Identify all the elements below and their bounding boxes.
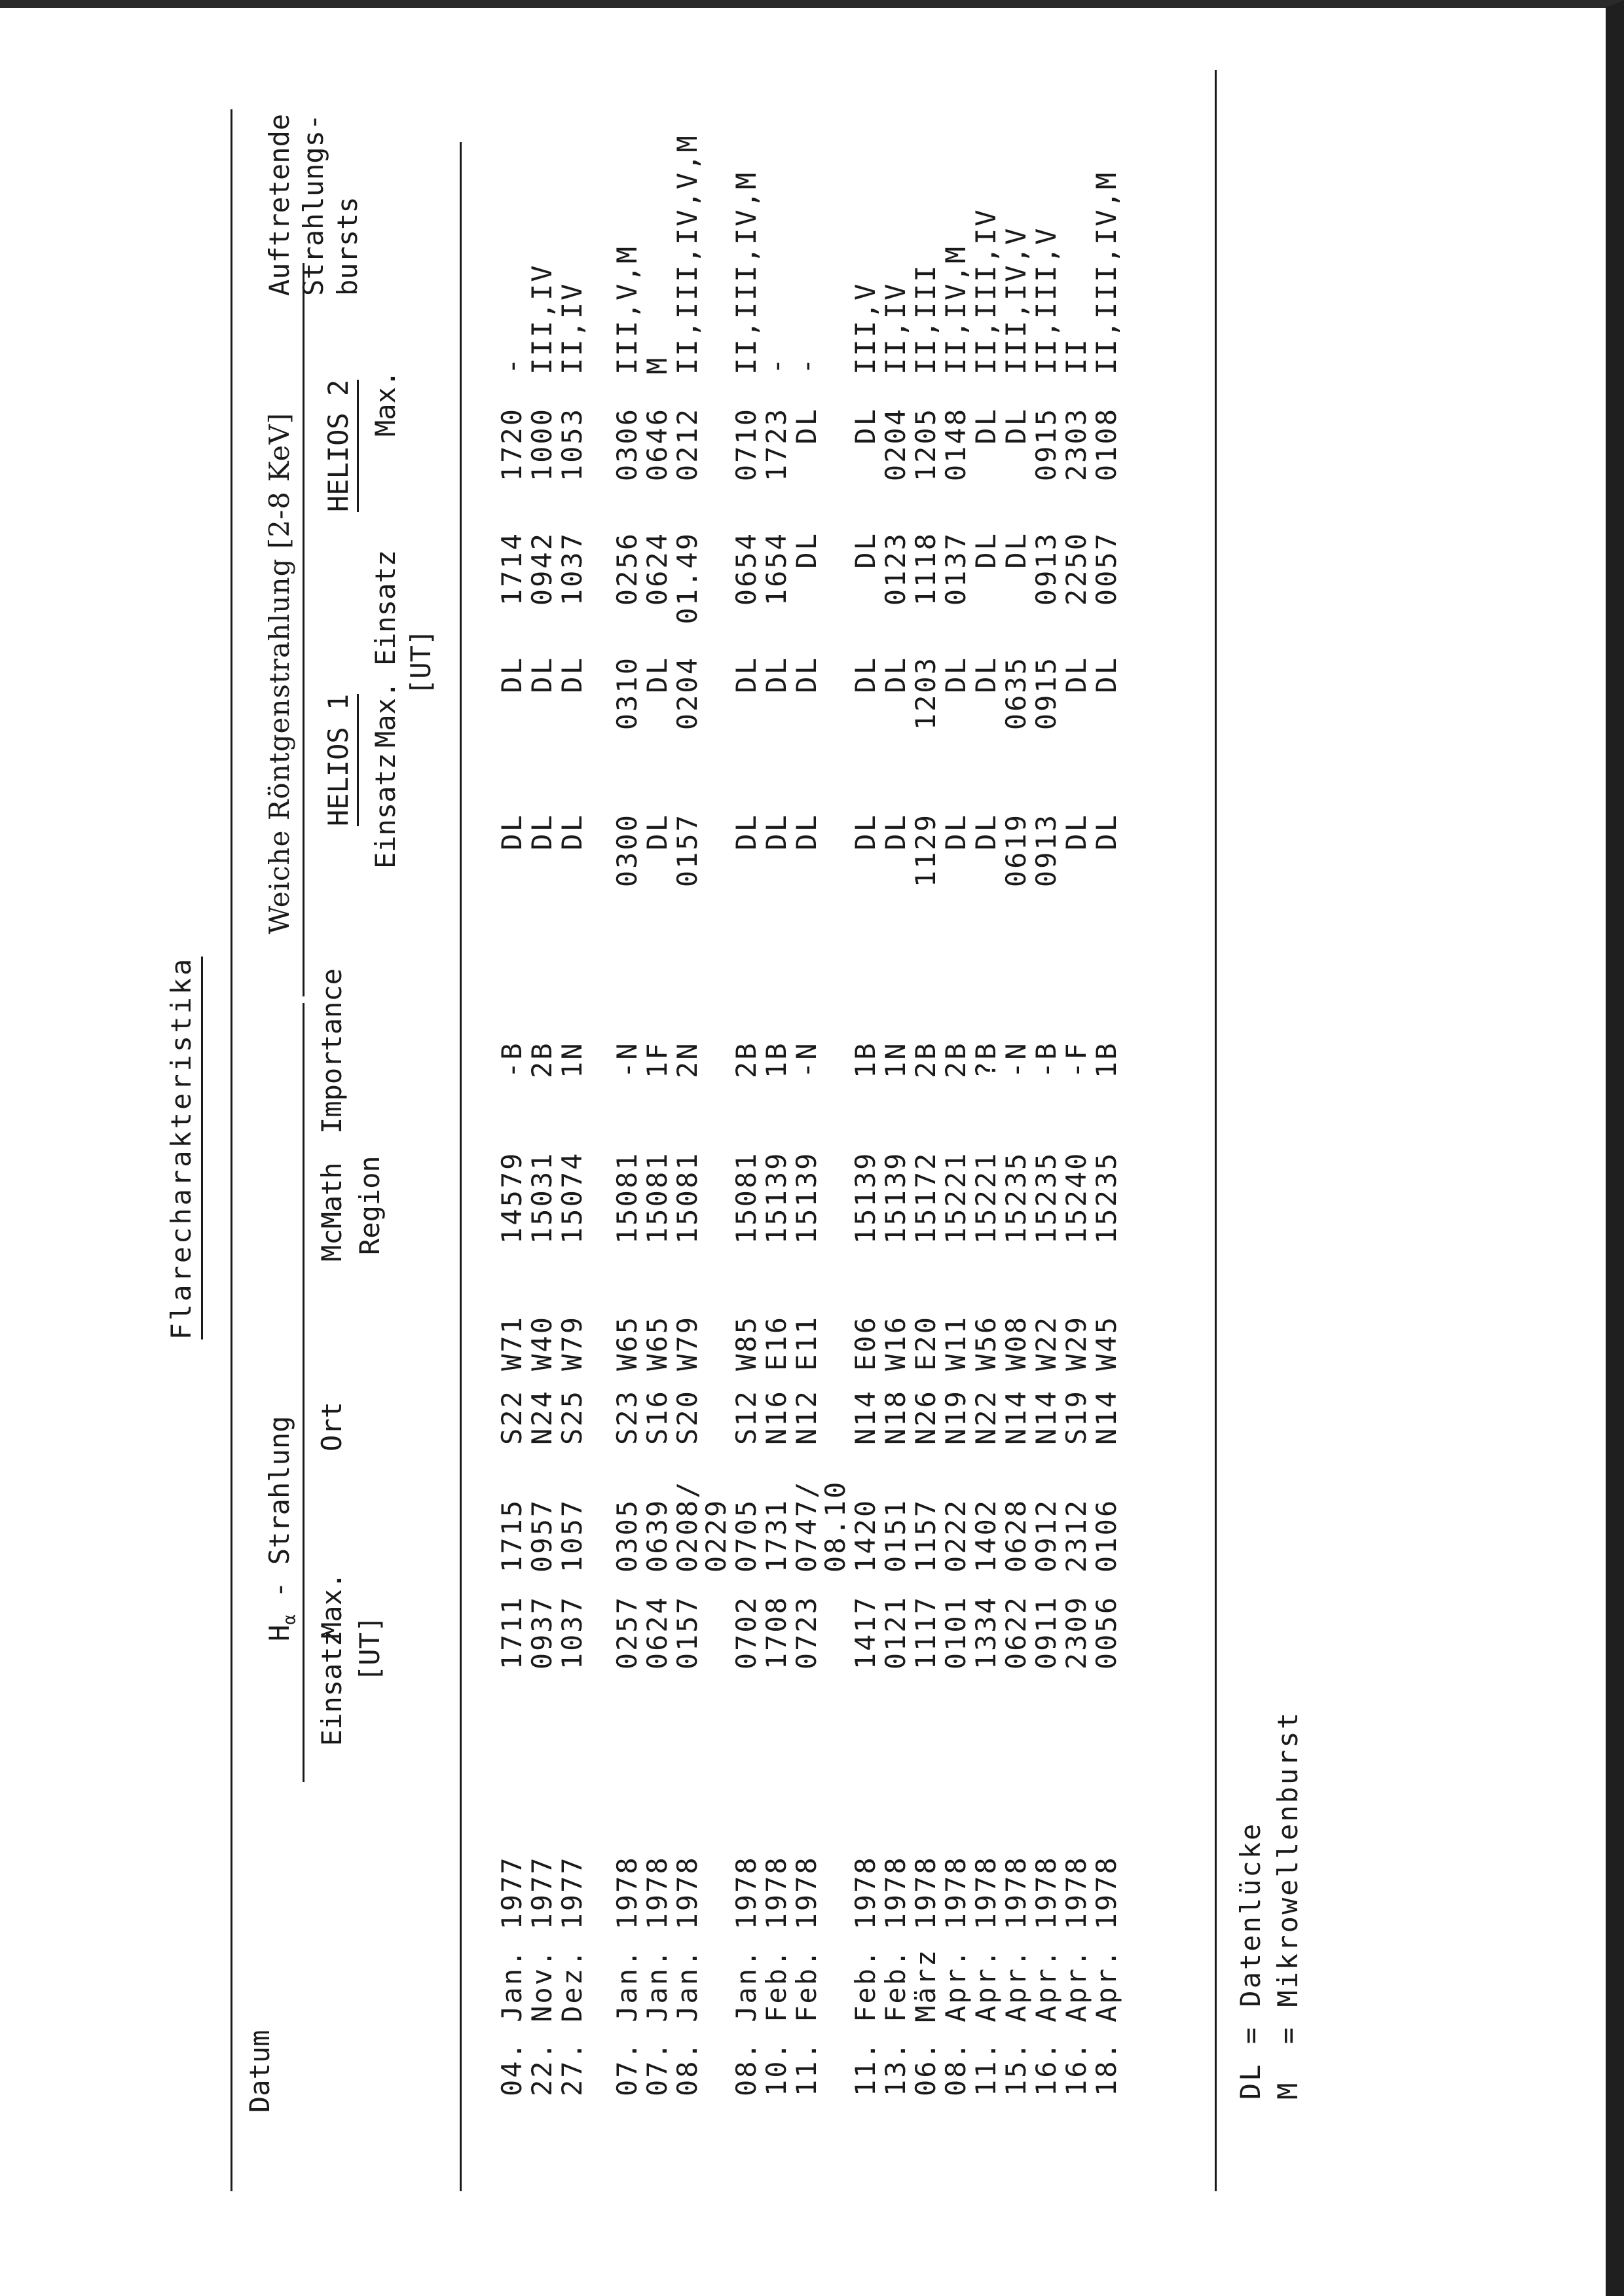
legend-m: M = Mikrowellenburst — [1272, 1710, 1304, 2100]
region-cell: 15031 — [526, 1151, 558, 1244]
ort-cell: N14 E06 — [849, 1315, 881, 1445]
table-row — [972, 0, 1001, 2296]
bursts-cell: II,III,IV,M — [1090, 170, 1122, 374]
helios2-einsatz-cell: 0123 — [879, 532, 912, 606]
date-cell: 04. Jan. 1977 — [496, 1855, 528, 2096]
helios2-einsatz-cell: DL — [970, 532, 1002, 569]
helios1-max-cell: DL — [970, 656, 1002, 693]
table-row — [1002, 0, 1031, 2296]
helios2-max-cell: DL — [849, 407, 881, 445]
helios2-max-cell: 0212 — [671, 407, 703, 482]
date-cell: 16. Apr. 1978 — [1030, 1855, 1062, 2096]
max-cell: 0222 — [940, 1498, 972, 1573]
region-cell: 15139 — [760, 1151, 792, 1244]
helios2-max-cell: 0710 — [730, 407, 762, 482]
header-ut: [UT] — [354, 1615, 386, 1682]
helios2-max-cell: 0915 — [1030, 407, 1062, 482]
max-cell: 1157 — [910, 1498, 942, 1573]
ort-cell: N22 W56 — [970, 1315, 1002, 1445]
importance-cell: -B — [1030, 1041, 1062, 1078]
max-cell: 1057 — [556, 1498, 588, 1573]
helios2-max-cell: DL — [1000, 407, 1032, 445]
einsatz-cell: 0121 — [879, 1595, 912, 1670]
helios2-einsatz-cell: 0913 — [1030, 532, 1062, 606]
date-cell: 07. Jan. 1978 — [611, 1855, 643, 2096]
importance-cell: ?B — [970, 1041, 1002, 1078]
table-row — [732, 0, 761, 2296]
max-cell: 0208/ — [671, 1480, 703, 1573]
importance-cell: 1N — [556, 1041, 588, 1078]
region-cell: 15139 — [790, 1151, 822, 1244]
bursts-cell: II — [1060, 337, 1092, 374]
header-h1-max: Max. — [369, 681, 401, 748]
region-cell: 15074 — [556, 1151, 588, 1244]
importance-cell: -B — [496, 1041, 528, 1078]
helios2-einsatz-cell: 01.49 — [671, 532, 703, 625]
header-ort: Ort — [316, 1402, 348, 1451]
helios1-max-cell: DL — [556, 656, 588, 693]
importance-cell: 2N — [671, 1041, 703, 1078]
helios1-einsatz-cell: DL — [849, 813, 881, 850]
header-mcmath: McMath — [316, 1162, 348, 1262]
einsatz-cell: 1417 — [849, 1595, 881, 1670]
ort-cell: S23 W65 — [611, 1315, 643, 1445]
table-row — [1092, 0, 1121, 2296]
ort-cell: S12 W85 — [730, 1315, 762, 1445]
date-cell: 18. Apr. 1978 — [1090, 1855, 1122, 2096]
max-cell: 0151 — [879, 1498, 912, 1573]
helios2-einsatz-cell: 1037 — [556, 532, 588, 606]
helios1-einsatz-cell: DL — [879, 813, 912, 850]
date-cell: 06. März 1978 — [910, 1855, 942, 2096]
einsatz-cell: 1708 — [760, 1595, 792, 1670]
header-h1-einsatz: Einsatz — [369, 752, 401, 869]
importance-cell: -N — [1000, 1041, 1032, 1078]
ort-cell: N14 W22 — [1030, 1315, 1062, 1445]
importance-cell: 2B — [526, 1041, 558, 1078]
helios1-einsatz-cell: DL — [970, 813, 1002, 850]
helios2-einsatz-cell: DL — [1000, 532, 1032, 569]
bursts-cell: - — [760, 355, 792, 374]
helios2-max-cell: 1723 — [760, 407, 792, 482]
table-row — [613, 0, 642, 2296]
max-cell: 1731 — [760, 1498, 792, 1573]
ort-cell: N14 W08 — [1000, 1315, 1032, 1445]
date-cell: 11. Apr. 1978 — [970, 1855, 1002, 2096]
max-cell: 1420 — [849, 1498, 881, 1573]
max-cell: 0639 — [641, 1498, 673, 1573]
helios2-einsatz-cell: 0256 — [611, 532, 643, 606]
helios2-einsatz-cell: 0137 — [940, 532, 972, 606]
einsatz-cell: 1117 — [910, 1595, 942, 1670]
helios1-max-cell: DL — [790, 656, 822, 693]
helios2-max-cell: 1053 — [556, 407, 588, 482]
h-alpha-subrule — [303, 1003, 304, 1782]
einsatz-cell: 1711 — [496, 1595, 528, 1670]
helios2-max-cell: 0204 — [879, 407, 912, 482]
ort-cell: N19 W11 — [940, 1315, 972, 1445]
bursts-cell: II,IV,M — [940, 244, 972, 374]
helios1-max-cell: 0310 — [611, 656, 643, 731]
helios1-max-cell: 0635 — [1000, 656, 1032, 731]
table-row — [1032, 0, 1061, 2296]
importance-cell: 2B — [910, 1041, 942, 1078]
bursts-cell: III,IV — [526, 263, 558, 374]
bursts-cell: II,III,IV — [970, 208, 1002, 374]
helios1-max-cell: 1203 — [910, 656, 942, 731]
bursts-cell: II,III,IV,V,M — [671, 134, 703, 374]
helios1-einsatz-cell: DL — [1060, 813, 1092, 850]
date-cell: 16. Apr. 1978 — [1060, 1855, 1092, 2096]
bursts-cell: III,IV,V — [1000, 226, 1032, 374]
date-cell: 15. Apr. 1978 — [1000, 1855, 1032, 2096]
ort-cell: N14 W45 — [1090, 1315, 1122, 1445]
importance-cell: 2B — [730, 1041, 762, 1078]
helios1-max-cell: DL — [730, 656, 762, 693]
helios2-einsatz-cell: 0624 — [641, 532, 673, 606]
header-bursts-2: Strahlungs- — [297, 113, 329, 296]
bursts-cell: III,V — [849, 282, 881, 374]
max-cell: 0747/ — [790, 1480, 822, 1573]
importance-cell: 1B — [849, 1041, 881, 1078]
region-cell: 15081 — [730, 1151, 762, 1244]
bursts-cell: - — [496, 355, 528, 374]
table-row — [702, 0, 731, 2296]
helios1-max-cell: DL — [940, 656, 972, 693]
table-row — [643, 0, 672, 2296]
einsatz-cell: 0101 — [940, 1595, 972, 1670]
header-importance: Importance — [316, 968, 348, 1134]
header-h2-max: Max. — [369, 370, 401, 437]
helios2-einsatz-cell: 1654 — [760, 532, 792, 606]
region-cell: 15139 — [879, 1151, 912, 1244]
region-cell: 15235 — [1090, 1151, 1122, 1244]
table-row — [528, 0, 557, 2296]
ort-cell: S20 W79 — [671, 1315, 703, 1445]
helios2-max-cell: 1205 — [910, 407, 942, 482]
helios2-max-cell: 2303 — [1060, 407, 1092, 482]
helios1-einsatz-cell: DL — [940, 813, 972, 850]
helios1-einsatz-cell: DL — [526, 813, 558, 850]
max-cell: 1715 — [496, 1498, 528, 1573]
einsatz-cell: 0702 — [730, 1595, 762, 1670]
region-cell: 14579 — [496, 1151, 528, 1244]
helios1-max-cell: DL — [526, 656, 558, 693]
helios1-max-cell: DL — [760, 656, 792, 693]
header-bursts-1: Auftretende — [263, 113, 295, 296]
bursts-cell: II,III — [910, 263, 942, 374]
bursts-cell: II,IV — [879, 282, 912, 374]
bursts-cell: II,IV — [556, 282, 588, 374]
max-cell: 0628 — [1000, 1498, 1032, 1573]
max-cell: 0106 — [1090, 1498, 1122, 1573]
ort-cell: N24 W40 — [526, 1315, 558, 1445]
date-cell: 22. Nov. 1977 — [526, 1855, 558, 2096]
table-row — [673, 0, 702, 2296]
helios2-einsatz-cell: DL — [849, 532, 881, 569]
helios1-einsatz-cell: DL — [760, 813, 792, 850]
region-cell: 15221 — [940, 1151, 972, 1244]
region-cell: 15235 — [1030, 1151, 1062, 1244]
date-cell: 08. Apr. 1978 — [940, 1855, 972, 2096]
date-cell: 27. Dez. 1977 — [556, 1855, 588, 2096]
helios2-max-cell: 0108 — [1090, 407, 1122, 482]
max-cell: 2312 — [1060, 1498, 1092, 1573]
ort-cell: N16 E16 — [760, 1315, 792, 1445]
ort-cell: S25 W79 — [556, 1315, 588, 1445]
helios2-einsatz-cell: DL — [790, 532, 822, 569]
table-row — [762, 0, 791, 2296]
bursts-cell: - — [790, 355, 822, 374]
helios1-max-cell: DL — [496, 656, 528, 693]
header-bursts-3: bursts — [331, 196, 363, 296]
einsatz-cell: 0723 — [790, 1595, 822, 1670]
max-cell: 08.10 — [819, 1480, 851, 1573]
helios2-max-cell: 1720 — [496, 407, 528, 482]
importance-cell: -N — [790, 1041, 822, 1078]
einsatz-cell: 0911 — [1030, 1595, 1062, 1670]
einsatz-cell: 0257 — [611, 1595, 643, 1670]
ort-cell: S16 W65 — [641, 1315, 673, 1445]
helios2-einsatz-cell: 0057 — [1090, 532, 1122, 606]
importance-cell: 1N — [879, 1041, 912, 1078]
date-cell: 11. Feb. 1978 — [849, 1855, 881, 2096]
helios1-einsatz-cell: 0913 — [1030, 813, 1062, 888]
einsatz-cell: 1037 — [556, 1595, 588, 1670]
max-cell: 1402 — [970, 1498, 1002, 1573]
date-cell: 10. Feb. 1978 — [760, 1855, 792, 2096]
importance-cell: 1B — [760, 1041, 792, 1078]
table-row — [498, 0, 526, 2296]
helios1-einsatz-cell: 0300 — [611, 813, 643, 888]
table-row — [912, 0, 940, 2296]
date-cell: 13. Feb. 1978 — [879, 1855, 912, 2096]
einsatz-cell: 0157 — [671, 1595, 703, 1670]
header-h2-einsatz: Einsatz — [369, 549, 401, 666]
ort-cell: N26 E20 — [910, 1315, 942, 1445]
helios1-max-cell: 0204 — [671, 656, 703, 731]
einsatz-cell: 2309 — [1060, 1595, 1092, 1670]
importance-cell: 2B — [940, 1041, 972, 1078]
header-region: Region — [354, 1156, 386, 1255]
header-einsatz: Einsatz — [316, 1630, 348, 1746]
date-cell: 07. Jan. 1978 — [641, 1855, 673, 2096]
region-cell: 15081 — [611, 1151, 643, 1244]
table-row — [851, 0, 880, 2296]
date-cell: 08. Jan. 1978 — [671, 1855, 703, 2096]
table-bottom-rule — [1215, 70, 1217, 2191]
max-cell: 0229 — [700, 1498, 732, 1573]
helios1-max-cell: DL — [641, 656, 673, 693]
helios2-einsatz-cell: 0942 — [526, 532, 558, 606]
max-cell: 0705 — [730, 1498, 762, 1573]
header-helios1: HELIOS 1 — [322, 694, 355, 826]
helios1-einsatz-cell: DL — [641, 813, 673, 850]
region-cell: 15139 — [849, 1151, 881, 1244]
einsatz-cell: 0937 — [526, 1595, 558, 1670]
header-h-alpha: $H_\alpha$ - Strahlung — [263, 1415, 300, 1641]
helios1-einsatz-cell: DL — [1090, 813, 1122, 850]
importance-cell: -F — [1060, 1041, 1092, 1078]
einsatz-cell: 0624 — [641, 1595, 673, 1670]
helios2-einsatz-cell: 1714 — [496, 532, 528, 606]
region-cell: 15172 — [910, 1151, 942, 1244]
einsatz-cell: 0622 — [1000, 1595, 1032, 1670]
roentgen-subrule — [303, 263, 304, 996]
helios1-einsatz-cell: DL — [556, 813, 588, 850]
helios2-max-cell: 0646 — [641, 407, 673, 482]
table-row — [558, 0, 587, 2296]
helios1-einsatz-cell: DL — [730, 813, 762, 850]
helios2-max-cell: 0148 — [940, 407, 972, 482]
helios1-max-cell: DL — [1090, 656, 1122, 693]
helios1-max-cell: 0915 — [1030, 656, 1062, 731]
page-title: Flarecharakteristika — [165, 0, 197, 2296]
table-row — [792, 0, 821, 2296]
date-cell: 08. Jan. 1978 — [730, 1855, 762, 2096]
header-roentgen: Weiche Röntgenstrahlung [2-8 KeV] — [263, 412, 295, 934]
helios2-einsatz-cell: 1118 — [910, 532, 942, 606]
region-cell: 15081 — [641, 1151, 673, 1244]
bursts-cell: II,III,V — [1030, 226, 1062, 374]
importance-cell: 1B — [1090, 1041, 1122, 1078]
helios2-einsatz-cell: 0654 — [730, 532, 762, 606]
header-max: Max. — [316, 1572, 348, 1639]
region-cell: 15081 — [671, 1151, 703, 1244]
helios1-einsatz-cell: 0619 — [1000, 813, 1032, 888]
max-cell: 0305 — [611, 1498, 643, 1573]
header-datum: Datum — [244, 2030, 276, 2113]
helios2-max-cell: 1000 — [526, 407, 558, 482]
helios2-max-cell: DL — [790, 407, 822, 445]
region-cell: 15235 — [1000, 1151, 1032, 1244]
importance-cell: -N — [611, 1041, 643, 1078]
table-top-rule — [231, 109, 232, 2191]
helios1-einsatz-cell: 0157 — [671, 813, 703, 888]
helios1-max-cell: DL — [879, 656, 912, 693]
header-bottom-rule — [460, 142, 462, 2191]
table-row — [881, 0, 910, 2296]
ort-cell: S19 W29 — [1060, 1315, 1092, 1445]
helios1-max-cell: DL — [1060, 656, 1092, 693]
legend-dl: DL = Datenlücke — [1234, 1821, 1266, 2100]
ort-cell: S22 W71 — [496, 1315, 528, 1445]
helios1-einsatz-cell: DL — [496, 813, 528, 850]
date-cell: 11. Feb. 1978 — [790, 1855, 822, 2096]
helios1-einsatz-cell: DL — [790, 813, 822, 850]
header-ut-2: [UT] — [405, 629, 437, 695]
region-cell: 15240 — [1060, 1151, 1092, 1244]
header-helios2: HELIOS 2 — [322, 380, 355, 512]
einsatz-cell: 1334 — [970, 1595, 1002, 1670]
helios1-einsatz-cell: 1129 — [910, 813, 942, 888]
bursts-cell: III,V,M — [611, 244, 643, 374]
bursts-cell: II,III,IV,M — [730, 170, 762, 374]
table-row — [821, 0, 850, 2296]
max-cell: 0957 — [526, 1498, 558, 1573]
table-row — [942, 0, 970, 2296]
importance-cell: 1F — [641, 1041, 673, 1078]
bursts-cell: M — [641, 355, 673, 374]
helios2-max-cell: 0306 — [611, 407, 643, 482]
region-cell: 15221 — [970, 1151, 1002, 1244]
helios2-max-cell: DL — [970, 407, 1002, 445]
ort-cell: N12 E11 — [790, 1315, 822, 1445]
table-row — [1062, 0, 1091, 2296]
helios1-max-cell: DL — [849, 656, 881, 693]
einsatz-cell: 0056 — [1090, 1595, 1122, 1670]
helios2-einsatz-cell: 2250 — [1060, 532, 1092, 606]
ort-cell: N18 W16 — [879, 1315, 912, 1445]
max-cell: 0912 — [1030, 1498, 1062, 1573]
